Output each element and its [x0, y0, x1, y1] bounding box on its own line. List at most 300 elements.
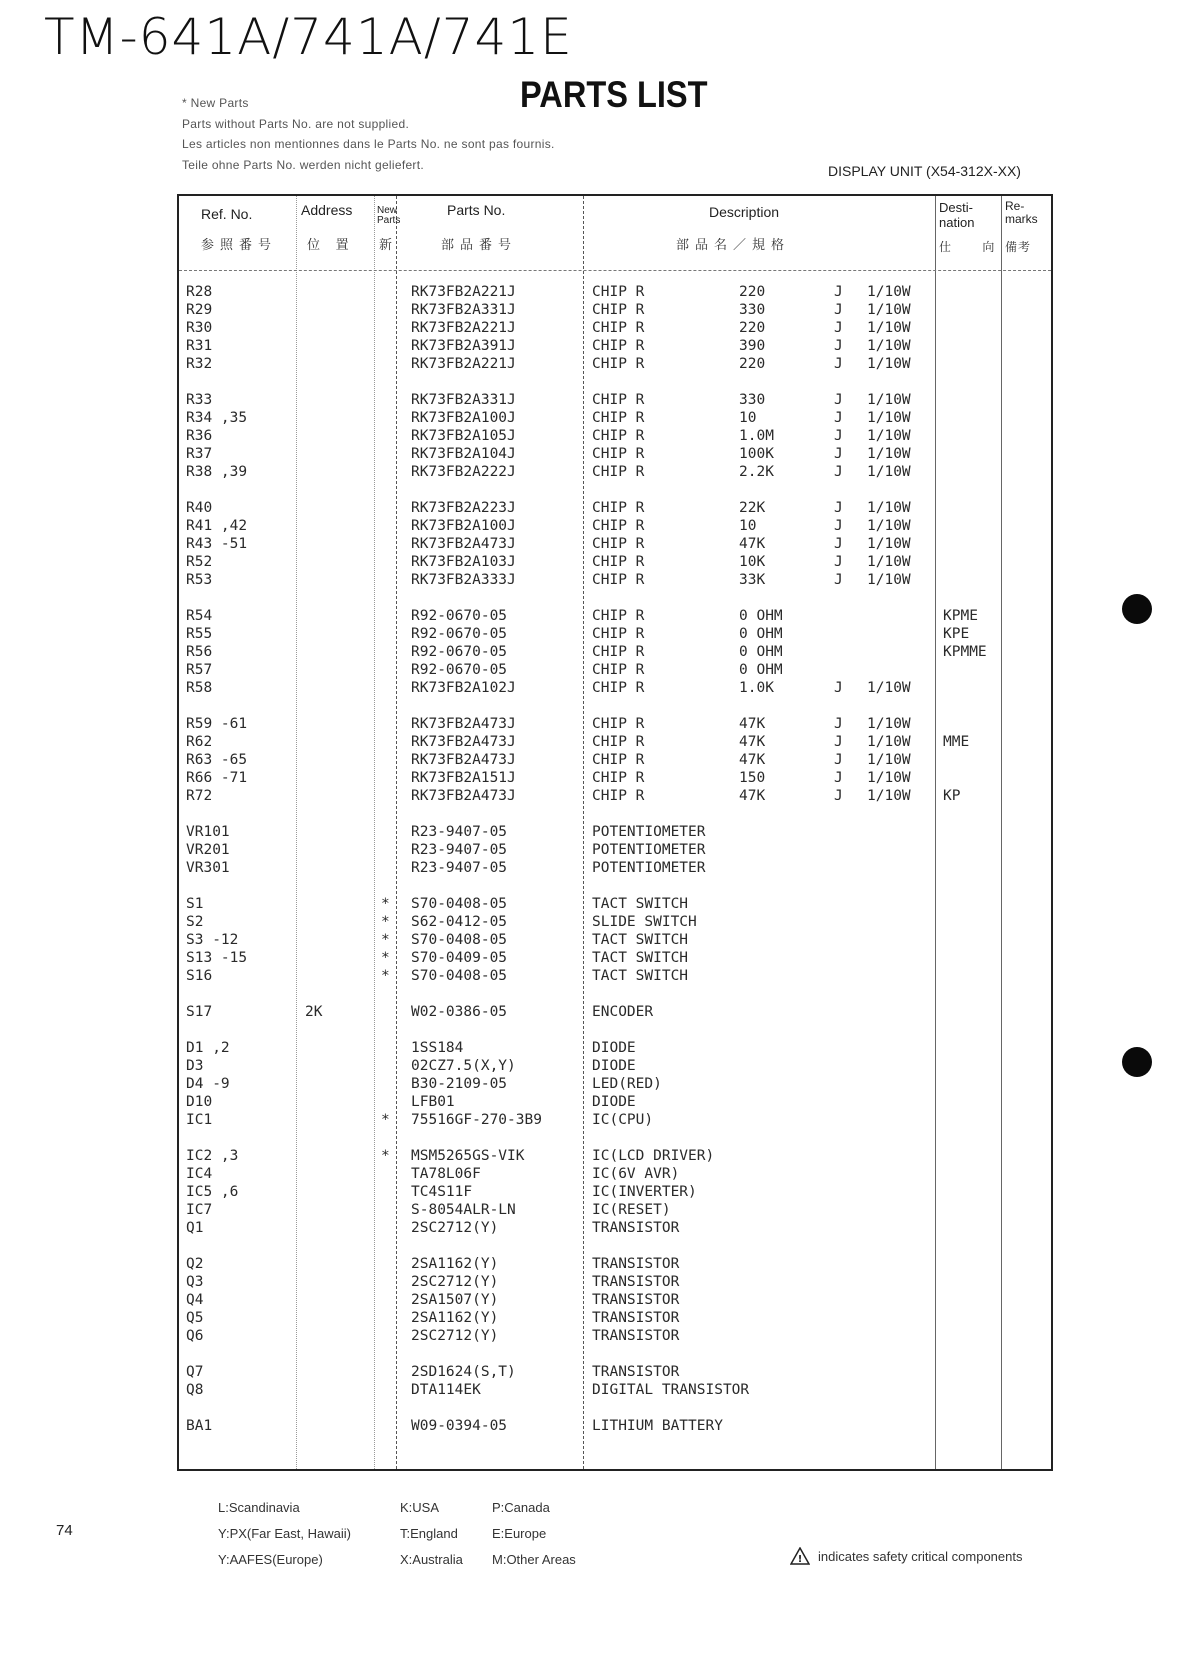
- binder-hole: [1122, 1047, 1152, 1077]
- cell-tol: J: [834, 734, 843, 750]
- cell-ref: R29: [186, 302, 213, 318]
- cell-ref: R54: [186, 608, 213, 624]
- cell-val: 150: [739, 770, 766, 786]
- cell-part: RK73FB2A102J: [411, 680, 516, 696]
- cell-tol: J: [834, 392, 843, 408]
- cell-part: R92-0670-05: [411, 626, 508, 642]
- cell-ref: Q7: [186, 1364, 204, 1380]
- cell-tol: J: [834, 554, 843, 570]
- cell-ref: R31: [186, 338, 213, 354]
- parts-group: [179, 608, 1051, 698]
- cell-ref: VR201: [186, 842, 230, 858]
- legend-item: Y:PX(Far East, Hawaii): [218, 1526, 351, 1541]
- cell-part: 2SC2712(Y): [411, 1220, 499, 1236]
- note-new-parts: * New Parts: [182, 96, 249, 110]
- cell-tol: J: [834, 770, 843, 786]
- safety-note-text: indicates safety critical components: [818, 1549, 1023, 1564]
- legend-item: P:Canada: [492, 1500, 550, 1515]
- cell-val: 10K: [739, 554, 766, 570]
- cell-part: 2SC2712(Y): [411, 1274, 499, 1290]
- parts-group: [179, 1364, 1051, 1400]
- legend-item: K:USA: [400, 1500, 440, 1515]
- cell-ref: D4 -9: [186, 1076, 230, 1092]
- cell-part: 02CZ7.5(X,Y): [411, 1058, 516, 1074]
- table-row: [179, 608, 1051, 626]
- cell-watt: 1/10W: [867, 320, 911, 336]
- cell-dest: KPMME: [943, 644, 987, 660]
- cell-ref: R32: [186, 356, 213, 372]
- cell-ref: R30: [186, 320, 213, 336]
- table-row: [179, 518, 1051, 536]
- table-row: [179, 860, 1051, 878]
- cell-ref: R63 -65: [186, 752, 248, 768]
- cell-desc: CHIP R: [592, 518, 645, 534]
- cell-new: *: [381, 950, 390, 966]
- cell-part: RK73FB2A391J: [411, 338, 516, 354]
- cell-ref: Q3: [186, 1274, 204, 1290]
- header-new-parts: New Parts: [377, 205, 401, 226]
- table-row: [179, 446, 1051, 464]
- cell-watt: 1/10W: [867, 446, 911, 462]
- cell-val: 47K: [739, 752, 766, 768]
- cell-part: RK73FB2A473J: [411, 734, 516, 750]
- header-destination: Desti- nation: [939, 200, 975, 230]
- cell-part: RK73FB2A223J: [411, 500, 516, 516]
- cell-watt: 1/10W: [867, 572, 911, 588]
- table-row: [179, 1328, 1051, 1346]
- table-row: [179, 554, 1051, 572]
- cell-desc: ENCODER: [592, 1004, 654, 1020]
- safety-note: [790, 1547, 1022, 1565]
- cell-desc: TRANSISTOR: [592, 1274, 680, 1290]
- table-row: [179, 626, 1051, 644]
- cell-desc: CHIP R: [592, 608, 645, 624]
- cell-desc: TRANSISTOR: [592, 1292, 680, 1308]
- cell-desc: CHIP R: [592, 320, 645, 336]
- cell-ref: R34 ,35: [186, 410, 248, 426]
- parts-group: [179, 1256, 1051, 1346]
- table-row: [179, 680, 1051, 698]
- cell-part: W09-0394-05: [411, 1418, 508, 1434]
- cell-val: 1.0M: [739, 428, 774, 444]
- cell-part: S70-0408-05: [411, 968, 508, 984]
- cell-ref: IC2 ,3: [186, 1148, 239, 1164]
- header-ref: Ref. No.: [201, 206, 253, 222]
- table-row: [179, 932, 1051, 950]
- cell-part: RK73FB2A331J: [411, 392, 516, 408]
- table-row: [179, 1364, 1051, 1382]
- cell-part: RK73FB2A221J: [411, 320, 516, 336]
- cell-val: 100K: [739, 446, 774, 462]
- note-french: Les articles non mentionnes dans le Parts No. ne sont pas fournis.: [182, 137, 555, 151]
- cell-ref: R55: [186, 626, 213, 642]
- legend-item: T:England: [400, 1526, 458, 1541]
- cell-val: 1.0K: [739, 680, 774, 696]
- cell-val: 0 OHM: [739, 644, 783, 660]
- cell-new: *: [381, 1148, 390, 1164]
- cell-ref: R58: [186, 680, 213, 696]
- cell-ref: Q8: [186, 1382, 204, 1398]
- cell-dest: KPME: [943, 608, 978, 624]
- cell-ref: IC5 ,6: [186, 1184, 239, 1200]
- warning-triangle-icon: [790, 1547, 810, 1565]
- cell-new: *: [381, 896, 390, 912]
- table-row: [179, 896, 1051, 914]
- cell-desc: TRANSISTOR: [592, 1364, 680, 1380]
- cell-part: LFB01: [411, 1094, 455, 1110]
- cell-watt: 1/10W: [867, 734, 911, 750]
- cell-val: 10: [739, 410, 757, 426]
- cell-tol: J: [834, 752, 843, 768]
- cell-tol: J: [834, 788, 843, 804]
- cell-part: RK73FB2A473J: [411, 788, 516, 804]
- cell-part: 75516GF-270-3B9: [411, 1112, 542, 1128]
- parts-group: [179, 1418, 1051, 1436]
- table-row: [179, 464, 1051, 482]
- cell-ref: R37: [186, 446, 213, 462]
- cell-tol: J: [834, 320, 843, 336]
- cell-desc: TACT SWITCH: [592, 968, 689, 984]
- cell-desc: CHIP R: [592, 464, 645, 480]
- cell-val: 47K: [739, 716, 766, 732]
- cell-watt: 1/10W: [867, 554, 911, 570]
- cell-ref: VR301: [186, 860, 230, 876]
- cell-desc: TACT SWITCH: [592, 932, 689, 948]
- cell-desc: CHIP R: [592, 338, 645, 354]
- cell-part: RK73FB2A222J: [411, 464, 516, 480]
- header-remarks-jp: 備考: [1005, 240, 1032, 254]
- cell-desc: DIODE: [592, 1040, 636, 1056]
- cell-desc: CHIP R: [592, 392, 645, 408]
- parts-group: [179, 716, 1051, 806]
- cell-part: RK73FB2A473J: [411, 536, 516, 552]
- cell-ref: D3: [186, 1058, 204, 1074]
- cell-new: *: [381, 914, 390, 930]
- table-row: [179, 1274, 1051, 1292]
- cell-ref: R62: [186, 734, 213, 750]
- table-row: [179, 1148, 1051, 1166]
- cell-desc: SLIDE SWITCH: [592, 914, 697, 930]
- cell-ref: R72: [186, 788, 213, 804]
- table-row: [179, 500, 1051, 518]
- table-row: [179, 536, 1051, 554]
- cell-part: R92-0670-05: [411, 608, 508, 624]
- cell-watt: 1/10W: [867, 752, 911, 768]
- cell-tol: J: [834, 572, 843, 588]
- cell-ref: R28: [186, 284, 213, 300]
- table-row: [179, 1004, 1051, 1022]
- cell-part: TA78L06F: [411, 1166, 481, 1182]
- header-destination-jp: 仕 向: [939, 240, 1009, 254]
- cell-desc: POTENTIOMETER: [592, 842, 706, 858]
- cell-desc: CHIP R: [592, 680, 645, 696]
- table-row: [179, 320, 1051, 338]
- cell-desc: CHIP R: [592, 644, 645, 660]
- table-row: [179, 338, 1051, 356]
- cell-ref: Q5: [186, 1310, 204, 1326]
- cell-ref: R33: [186, 392, 213, 408]
- cell-val: 33K: [739, 572, 766, 588]
- cell-desc: CHIP R: [592, 662, 645, 678]
- cell-dest: MME: [943, 734, 970, 750]
- cell-part: RK73FB2A100J: [411, 518, 516, 534]
- cell-val: 220: [739, 356, 766, 372]
- table-row: [179, 1040, 1051, 1058]
- cell-watt: 1/10W: [867, 500, 911, 516]
- cell-tol: J: [834, 356, 843, 372]
- cell-part: S-8054ALR-LN: [411, 1202, 516, 1218]
- table-row: [179, 284, 1051, 302]
- table-row: [179, 950, 1051, 968]
- cell-tol: J: [834, 410, 843, 426]
- table-row: [179, 662, 1051, 680]
- cell-desc: CHIP R: [592, 536, 645, 552]
- cell-ref: VR101: [186, 824, 230, 840]
- cell-part: S62-0412-05: [411, 914, 508, 930]
- cell-part: RK73FB2A473J: [411, 716, 516, 732]
- cell-part: 1SS184: [411, 1040, 464, 1056]
- cell-part: R92-0670-05: [411, 662, 508, 678]
- cell-val: 220: [739, 284, 766, 300]
- parts-group: [179, 1004, 1051, 1022]
- cell-desc: TACT SWITCH: [592, 950, 689, 966]
- table-row: [179, 734, 1051, 752]
- cell-part: R23-9407-05: [411, 824, 508, 840]
- cell-part: 2SD1624(S,T): [411, 1364, 516, 1380]
- cell-part: RK73FB2A221J: [411, 284, 516, 300]
- cell-watt: 1/10W: [867, 716, 911, 732]
- cell-desc: IC(RESET): [592, 1202, 671, 1218]
- cell-part: R92-0670-05: [411, 644, 508, 660]
- header-address-jp: 位 置: [307, 237, 355, 252]
- cell-val: 0 OHM: [739, 608, 783, 624]
- table-row: [179, 752, 1051, 770]
- parts-group: [179, 1148, 1051, 1238]
- table-row: [179, 1184, 1051, 1202]
- cell-part: 2SA1162(Y): [411, 1256, 499, 1272]
- cell-desc: DIODE: [592, 1094, 636, 1110]
- table-row: [179, 914, 1051, 932]
- table-row: [179, 428, 1051, 446]
- cell-watt: 1/10W: [867, 770, 911, 786]
- cell-ref: S3 -12: [186, 932, 239, 948]
- legend-item: Y:AAFES(Europe): [218, 1552, 323, 1567]
- cell-watt: 1/10W: [867, 428, 911, 444]
- legend-item: X:Australia: [400, 1552, 463, 1567]
- cell-desc: CHIP R: [592, 500, 645, 516]
- svg-text:!: !: [797, 1554, 803, 1565]
- cell-val: 390: [739, 338, 766, 354]
- cell-part: DTA114EK: [411, 1382, 481, 1398]
- cell-part: 2SC2712(Y): [411, 1328, 499, 1344]
- table-row: [179, 644, 1051, 662]
- table-row: [179, 1220, 1051, 1238]
- cell-desc: TRANSISTOR: [592, 1328, 680, 1344]
- cell-desc: TACT SWITCH: [592, 896, 689, 912]
- cell-part: 2SA1507(Y): [411, 1292, 499, 1308]
- cell-desc: LITHIUM BATTERY: [592, 1418, 723, 1434]
- cell-ref: R38 ,39: [186, 464, 248, 480]
- cell-part: TC4S11F: [411, 1184, 473, 1200]
- cell-tol: J: [834, 302, 843, 318]
- cell-val: 0 OHM: [739, 626, 783, 642]
- table-row: [179, 1310, 1051, 1328]
- cell-new: *: [381, 932, 390, 948]
- cell-ref: S13 -15: [186, 950, 248, 966]
- cell-ref: D10: [186, 1094, 213, 1110]
- cell-part: S70-0409-05: [411, 950, 508, 966]
- cell-watt: 1/10W: [867, 464, 911, 480]
- cell-watt: 1/10W: [867, 536, 911, 552]
- cell-ref: R66 -71: [186, 770, 248, 786]
- cell-val: 47K: [739, 788, 766, 804]
- cell-part: RK73FB2A333J: [411, 572, 516, 588]
- table-row: [179, 1112, 1051, 1130]
- legend-item: M:Other Areas: [492, 1552, 576, 1567]
- cell-desc: CHIP R: [592, 554, 645, 570]
- header-description-jp: 部品名／規格: [676, 237, 791, 252]
- cell-desc: TRANSISTOR: [592, 1310, 680, 1326]
- cell-desc: IC(6V AVR): [592, 1166, 680, 1182]
- cell-desc: IC(INVERTER): [592, 1184, 697, 1200]
- cell-part: B30-2109-05: [411, 1076, 508, 1092]
- table-row: [179, 842, 1051, 860]
- note-english: Parts without Parts No. are not supplied.: [182, 117, 410, 131]
- cell-new: *: [381, 1112, 390, 1128]
- header-parts-no-jp: 部品番号: [441, 237, 518, 252]
- cell-tol: J: [834, 446, 843, 462]
- header-parts-no: Parts No.: [447, 202, 506, 218]
- cell-val: 22K: [739, 500, 766, 516]
- cell-tol: J: [834, 338, 843, 354]
- cell-watt: 1/10W: [867, 788, 911, 804]
- cell-part: W02-0386-05: [411, 1004, 508, 1020]
- cell-tol: J: [834, 680, 843, 696]
- parts-group: [179, 500, 1051, 590]
- table-row: [179, 392, 1051, 410]
- parts-group: [179, 392, 1051, 482]
- cell-desc: TRANSISTOR: [592, 1256, 680, 1272]
- legend-item: E:Europe: [492, 1526, 547, 1541]
- table-row: [179, 1094, 1051, 1112]
- cell-watt: 1/10W: [867, 680, 911, 696]
- cell-val: 10: [739, 518, 757, 534]
- cell-ref: D1 ,2: [186, 1040, 230, 1056]
- note-german: Teile ohne Parts No. werden nicht geliefert.: [182, 158, 424, 172]
- cell-ref: IC1: [186, 1112, 213, 1128]
- cell-part: RK73FB2A331J: [411, 302, 516, 318]
- cell-desc: IC(LCD DRIVER): [592, 1148, 715, 1164]
- cell-desc: CHIP R: [592, 788, 645, 804]
- cell-val: 330: [739, 392, 766, 408]
- cell-watt: 1/10W: [867, 284, 911, 300]
- cell-desc: CHIP R: [592, 428, 645, 444]
- cell-watt: 1/10W: [867, 392, 911, 408]
- table-row: [179, 572, 1051, 590]
- cell-part: RK73FB2A473J: [411, 752, 516, 768]
- cell-desc: CHIP R: [592, 302, 645, 318]
- cell-tol: J: [834, 536, 843, 552]
- cell-tol: J: [834, 284, 843, 300]
- table-row: [179, 1076, 1051, 1094]
- table-row: [179, 1382, 1051, 1400]
- cell-ref: IC4: [186, 1166, 213, 1182]
- cell-tol: J: [834, 500, 843, 516]
- cell-ref: Q4: [186, 1292, 204, 1308]
- cell-part: RK73FB2A105J: [411, 428, 516, 444]
- cell-desc: CHIP R: [592, 572, 645, 588]
- cell-ref: R52: [186, 554, 213, 570]
- cell-ref: IC7: [186, 1202, 213, 1218]
- cell-desc: DIGITAL TRANSISTOR: [592, 1382, 750, 1398]
- parts-group: [179, 1040, 1051, 1130]
- cell-ref: S2: [186, 914, 204, 930]
- header-remarks: Re- marks: [1005, 199, 1038, 226]
- cell-val: 330: [739, 302, 766, 318]
- cell-ref: R59 -61: [186, 716, 248, 732]
- cell-ref: Q6: [186, 1328, 204, 1344]
- cell-val: 220: [739, 320, 766, 336]
- cell-desc: CHIP R: [592, 410, 645, 426]
- cell-ref: R43 -51: [186, 536, 248, 552]
- cell-part: R23-9407-05: [411, 842, 508, 858]
- cell-dest: KPE: [943, 626, 970, 642]
- cell-desc: CHIP R: [592, 446, 645, 462]
- cell-new: *: [381, 968, 390, 984]
- cell-tol: J: [834, 518, 843, 534]
- parts-group: [179, 284, 1051, 374]
- table-row: [179, 824, 1051, 842]
- cell-val: 47K: [739, 734, 766, 750]
- cell-addr: 2K: [305, 1004, 323, 1020]
- cell-watt: 1/10W: [867, 518, 911, 534]
- cell-desc: CHIP R: [592, 770, 645, 786]
- parts-group: [179, 824, 1051, 878]
- header-description: Description: [709, 204, 780, 220]
- cell-desc: CHIP R: [592, 716, 645, 732]
- cell-part: R23-9407-05: [411, 860, 508, 876]
- parts-rows: [179, 284, 1051, 1454]
- header-ref-jp: 参照番号: [201, 237, 278, 252]
- table-row: [179, 1256, 1051, 1274]
- cell-ref: S17: [186, 1004, 213, 1020]
- parts-list-heading: PARTS LIST: [520, 74, 708, 115]
- cell-desc: TRANSISTOR: [592, 1220, 680, 1236]
- unit-label: DISPLAY UNIT (X54-312X-XX): [828, 163, 1021, 179]
- cell-desc: CHIP R: [592, 284, 645, 300]
- cell-tol: J: [834, 464, 843, 480]
- header-divider: [179, 270, 1051, 271]
- cell-desc: IC(CPU): [592, 1112, 654, 1128]
- cell-desc: DIODE: [592, 1058, 636, 1074]
- cell-val: 2.2K: [739, 464, 774, 480]
- cell-ref: R53: [186, 572, 213, 588]
- cell-part: RK73FB2A103J: [411, 554, 516, 570]
- table-row: [179, 410, 1051, 428]
- table-row: [179, 1418, 1051, 1436]
- cell-desc: POTENTIOMETER: [592, 860, 706, 876]
- cell-watt: 1/10W: [867, 356, 911, 372]
- table-row: [179, 1166, 1051, 1184]
- cell-val: 0 OHM: [739, 662, 783, 678]
- cell-desc: CHIP R: [592, 356, 645, 372]
- cell-part: 2SA1162(Y): [411, 1310, 499, 1326]
- header-address: Address: [301, 202, 353, 218]
- header-new-parts-jp: 新: [379, 237, 399, 252]
- model-title: TM-641A/741A/741E: [44, 8, 573, 66]
- cell-tol: J: [834, 716, 843, 732]
- page-number: 74: [56, 1522, 73, 1539]
